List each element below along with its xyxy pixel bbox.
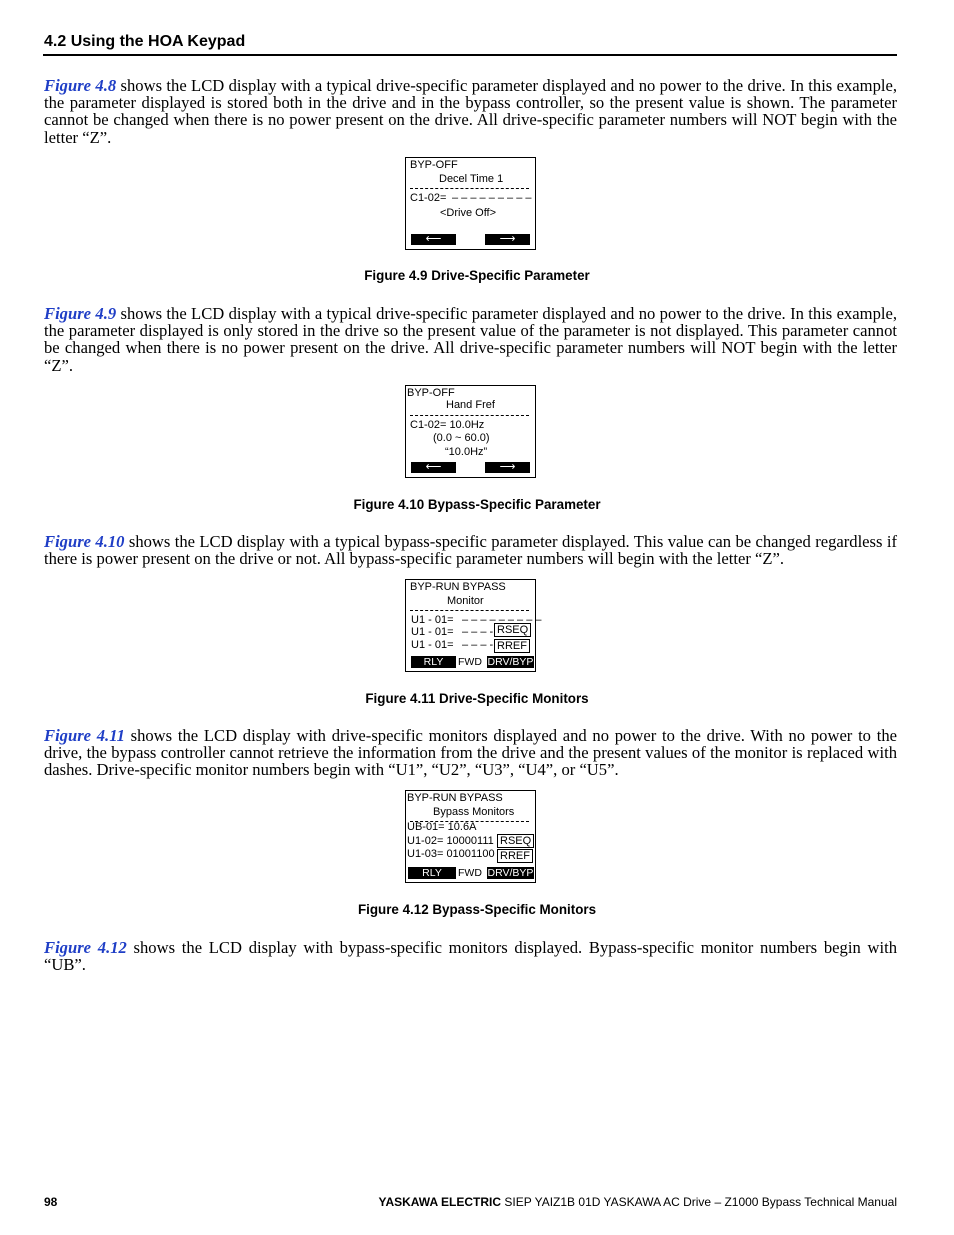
lcd-value-dashes: – – – – – – – – – bbox=[452, 192, 532, 204]
lcd-status-line: BYP-OFF bbox=[407, 387, 455, 399]
figure-caption: Figure 4.11 Drive-Specific Monitors bbox=[365, 691, 589, 706]
figure-ref-link[interactable]: Figure 4.12 bbox=[44, 938, 127, 957]
lcd-value-text: <Drive Off> bbox=[440, 207, 497, 219]
lcd-parameter-name: Decel Time 1 bbox=[439, 173, 504, 185]
paragraph-text: shows the LCD display with drive-specific monitors displayed and no power to the drive. With no power to the drive, the bypass controller cannot retrieve the information from the drive and the present values of the monitor is replaced with dashes. Drive-specific monitor numbers begin with “U1”, “U2”, “U3”, “U4”, or “U5”. bbox=[44, 726, 897, 780]
rref-indicator: RREF bbox=[494, 639, 530, 653]
footer-manual-title bbox=[379, 1195, 897, 1209]
lcd-dashed-divider bbox=[410, 610, 529, 611]
paragraph-text: shows the LCD display with a typical bypass-specific parameter displayed. This value can be changed regardless if there is power present on the drive or not. All bypass-specific parameter numbers will begin with the letter “Z”. bbox=[44, 532, 897, 569]
figure-ref-link[interactable]: Figure 4.11 bbox=[44, 726, 125, 745]
drv-byp-indicator: DRV/BYP bbox=[487, 656, 534, 668]
lcd-status-line: BYP-RUN BYPASS bbox=[410, 581, 506, 593]
paragraph-5 bbox=[44, 939, 897, 973]
lcd-display-drive-monitors bbox=[405, 579, 542, 672]
fwd-indicator: FWD bbox=[458, 656, 482, 668]
lcd-status-line: BYP-RUN BYPASS bbox=[407, 792, 503, 804]
paragraph-2 bbox=[44, 305, 897, 374]
lcd-monitor-row: U1 - 01= bbox=[411, 626, 454, 638]
rref-indicator: RREF bbox=[497, 849, 533, 863]
figure-ref-link[interactable]: Figure 4.10 bbox=[44, 532, 125, 551]
lcd-display-bypass-monitors bbox=[405, 790, 536, 883]
left-arrow-icon: ⟵ bbox=[411, 234, 456, 245]
lcd-monitor-row: U1-02= 10000111 bbox=[407, 835, 494, 847]
page-number: 98 bbox=[44, 1195, 58, 1209]
paragraph-3 bbox=[44, 533, 897, 567]
lcd-monitor-dashes: – – – - bbox=[462, 626, 494, 638]
fwd-indicator: FWD bbox=[458, 867, 482, 879]
rseq-indicator: RSEQ bbox=[494, 623, 531, 637]
figure-caption: Figure 4.12 Bypass-Specific Monitors bbox=[357, 902, 597, 917]
left-arrow-icon: ⟵ bbox=[411, 462, 456, 473]
section-title: 4.2 Using the HOA Keypad bbox=[44, 33, 246, 50]
lcd-dashed-divider bbox=[410, 415, 529, 416]
lcd-monitor-dashes: – – – – – – – – – bbox=[462, 614, 542, 626]
lcd-parameter-name: Hand Fref bbox=[446, 399, 495, 411]
paragraph-text: shows the LCD display with bypass-specific monitors displayed. Bypass-specific monitor numbers begin with “UB”. bbox=[44, 938, 897, 975]
lcd-parameter-number: C1-02= bbox=[410, 192, 447, 204]
figure-caption: Figure 4.10 Bypass-Specific Parameter bbox=[353, 497, 601, 512]
lcd-monitor-row: U1 - 01= bbox=[411, 614, 454, 626]
lcd-screen-title: Monitor bbox=[447, 595, 484, 607]
lcd-monitor-row: U1 - 01= bbox=[411, 639, 454, 651]
rseq-indicator: RSEQ bbox=[497, 834, 534, 848]
lcd-monitor-row: UB-01= 10.6A bbox=[407, 821, 477, 833]
rly-indicator: RLY bbox=[411, 656, 456, 668]
lcd-status-line: BYP-OFF bbox=[410, 159, 458, 171]
lcd-dashed-divider bbox=[410, 188, 529, 189]
lcd-default-value: “10.0Hz” bbox=[445, 446, 488, 458]
right-arrow-icon: ⟶ bbox=[485, 462, 530, 473]
paragraph-text: shows the LCD display with a typical drive-specific parameter displayed and no power to the drive. In this example, the parameter displayed is only stored in the drive so the present value of the parameter is not displayed. This parameter cannot be changed when there is no power present on the drive. All drive-specific parameter numbers will NOT begin with the letter “Z”. bbox=[44, 304, 897, 375]
lcd-value-range: (0.0 ~ 60.0) bbox=[433, 432, 490, 444]
lcd-display-drive-parameter bbox=[405, 157, 536, 250]
section-rule bbox=[43, 54, 897, 56]
paragraph-1 bbox=[44, 77, 897, 146]
paragraph-4 bbox=[44, 727, 897, 779]
rly-indicator: RLY bbox=[408, 867, 456, 879]
drv-byp-indicator: DRV/BYP bbox=[487, 867, 534, 879]
figure-ref-link[interactable]: Figure 4.9 bbox=[44, 304, 117, 323]
lcd-screen-title: Bypass Monitors bbox=[433, 806, 515, 818]
lcd-display-bypass-parameter bbox=[405, 385, 536, 478]
lcd-monitor-dashes: – – – - bbox=[462, 639, 494, 651]
right-arrow-icon: ⟶ bbox=[485, 234, 530, 245]
paragraph-text: shows the LCD display with a typical drive-specific parameter displayed and no power to the drive. In this example, the parameter displayed is stored both in the drive and in the bypass controller, so the present value is shown. The parameter cannot be changed when there is no power present on the drive. All drive-specific parameter numbers will NOT begin with the letter “Z”. bbox=[44, 76, 897, 147]
figure-caption: Figure 4.9 Drive-Specific Parameter bbox=[364, 268, 590, 283]
figure-ref-link[interactable]: Figure 4.8 bbox=[44, 76, 117, 95]
lcd-monitor-row: U1-03= 01001100 bbox=[407, 848, 495, 860]
footer-brand: YASKAWA ELECTRIC bbox=[378, 1195, 502, 1209]
lcd-parameter-value: C1-02= 10.0Hz bbox=[410, 419, 485, 431]
footer-title-text: SIEP YAIZ1B 01D YASKAWA AC Drive – Z1000 Bypass Technical Manual bbox=[501, 1195, 897, 1209]
